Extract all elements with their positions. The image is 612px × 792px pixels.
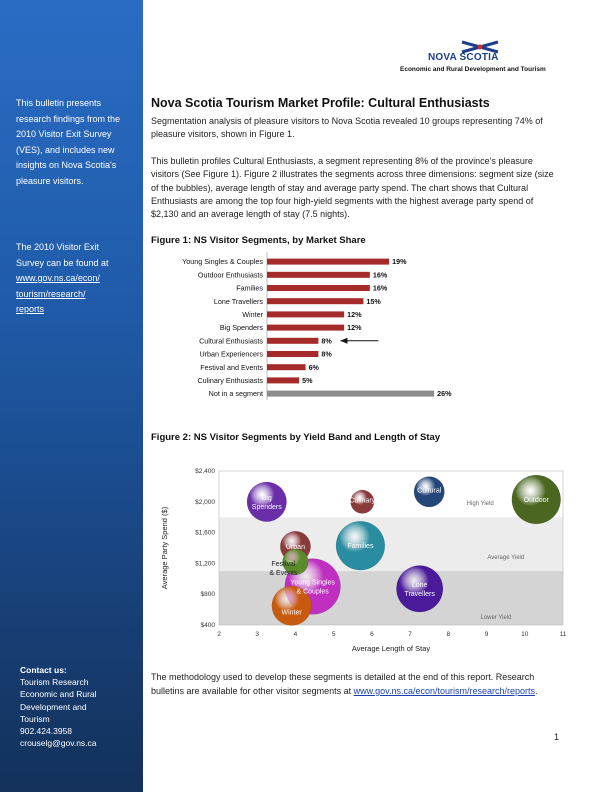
arrow-head-icon (340, 338, 347, 344)
bar (267, 377, 299, 383)
bubble-label: Travellers (404, 590, 435, 598)
contact-line: Development and (20, 701, 87, 712)
bubble-label: & Events (269, 569, 298, 577)
paragraph-profile: This bulletin profiles Cultural Enthusiasts, a segment representing 8% of the province's pleasure visitors (See Figure 1). Figure 2 illustrates the segments across three dimensions: segment size (size of the bubbles), average length of stay and average party spend. The chart shows that Cultural Enthusiasts are among the top four high-yield segments with the highest average party spend of $2,130 and an average length of stay (7.5 nights). (151, 155, 554, 220)
category-label: Young Singles & Couples (182, 257, 263, 267)
bubble-label: Urban (285, 543, 305, 551)
contact-heading: Contact us: (20, 665, 67, 675)
x-tick-label: 6 (370, 631, 374, 638)
category-label: Families (236, 283, 263, 293)
logo-department: Economic and Rural Development and Tourism (400, 66, 546, 73)
y-tick-label: $400 (200, 622, 215, 629)
y-tick-label: $1,600 (195, 529, 215, 537)
figure-2-title: Figure 2: NS Visitor Segments by Yield Band and Length of Stay (151, 432, 441, 443)
bar (267, 351, 318, 357)
bubble-label: Lone (411, 581, 428, 589)
data-label: 8% (321, 336, 332, 346)
category-label: Outdoor Enthusiasts (197, 270, 263, 280)
bubble-label: Culinary (349, 497, 376, 505)
band-label: Lower Yield (480, 614, 512, 621)
bar (267, 298, 363, 304)
bubble-label: Young Singles (290, 579, 335, 587)
data-label: 16% (372, 270, 388, 280)
category-label: Winter (242, 310, 263, 319)
contact-block (20, 664, 132, 749)
y-axis-label: Average Party Spend ($) (160, 506, 169, 590)
category-label: Culinary Enthusiasts (197, 376, 263, 385)
x-axis-label: Average Length of Stay (351, 644, 431, 653)
contact-line: Tourism (20, 713, 50, 724)
bar (267, 285, 370, 291)
bubble-label: Winter (281, 609, 302, 617)
contact-line: Tourism Research (20, 677, 89, 688)
data-label: 26% (437, 389, 452, 399)
x-tick-label: 7 (408, 631, 412, 638)
bubble-label: Spenders (251, 503, 282, 511)
bubble-label: Families (347, 543, 374, 551)
category-label: Big Spenders (219, 323, 263, 333)
contact-line: Economic and Rural (20, 689, 97, 700)
paragraph-intro: Segmentation analysis of pleasure visitors to Nova Scotia revealed 10 groups representing 74% of pleasure visitors, shown in Figure 1. (151, 116, 543, 140)
contact-email: crouselg@gov.ns.ca (20, 738, 97, 749)
sidebar-ves-note (16, 240, 128, 318)
sidebar (0, 0, 143, 792)
bubble-label: Cultural (417, 487, 442, 495)
category-label: Cultural Enthusiasts (199, 336, 263, 346)
x-tick-label: 3 (255, 631, 260, 638)
bar (267, 325, 344, 331)
x-tick-label: 11 (559, 631, 567, 638)
yield-bubble-chart (151, 455, 571, 665)
market-share-bar-chart (151, 250, 481, 410)
data-label: 5% (302, 376, 313, 385)
methodology-note (151, 670, 557, 698)
ves-text: The 2010 Visitor Exit Survey can be found at (16, 242, 109, 268)
x-tick-label: 4 (293, 631, 298, 638)
logo-brand: NOVA SCOTIA (428, 52, 499, 63)
category-label: Urban Experiencers (199, 349, 263, 359)
bubble-label: Festival (271, 560, 296, 568)
category-label: Festival and Events (200, 362, 263, 372)
page-title: Nova Scotia Tourism Market Profile: Cultural Enthusiasts (151, 96, 490, 110)
y-tick-label: $1,200 (195, 560, 215, 568)
data-label: 15% (366, 296, 381, 306)
methodology-end: . (535, 686, 538, 696)
x-tick-label: 9 (484, 631, 489, 638)
main-content (151, 96, 557, 222)
x-tick-label: 2 (217, 631, 221, 638)
page-number: 1 (554, 732, 560, 742)
x-tick-label: 5 (331, 631, 336, 638)
bar (267, 311, 344, 317)
ves-link-3[interactable]: reports (16, 304, 45, 314)
bar (267, 259, 389, 265)
sidebar-intro: This bulletin presents research findings from the 2010 Visitor Exit Survey (VES), and includes new insights on Nova Scotia's pleasure visitors. (16, 98, 121, 186)
research-link[interactable]: www.gov.ns.ca/econ/tourism/research/reports (353, 686, 536, 696)
x-tick-label: 10 (521, 631, 529, 638)
bar (267, 364, 306, 370)
bar (267, 338, 318, 344)
bubble-label: Outdoor (523, 496, 549, 504)
data-label: 19% (392, 257, 407, 267)
band-label: Average Yield (487, 554, 525, 561)
y-tick-label: $2,400 (195, 468, 215, 475)
bubble-label: & Couples (296, 588, 329, 596)
data-label: 8% (321, 349, 332, 359)
bubble-label: Big (261, 494, 272, 502)
ves-link-1[interactable]: www.gov.ns.ca/econ/ (16, 273, 100, 283)
bar (267, 391, 434, 397)
contact-phone: 902.424.3958 (20, 726, 72, 737)
methodology-text: The methodology used to develop these segments is detailed at the end of this report. Research bulletins are available for other visitor segments at (151, 672, 535, 696)
data-label: 12% (347, 323, 362, 333)
figure-1-title: Figure 1: NS Visitor Segments, by Market Share (151, 235, 366, 246)
data-label: 16% (372, 283, 388, 293)
ves-link-2[interactable]: tourism/research/ (16, 288, 86, 299)
y-tick-label: $800 (200, 591, 215, 599)
data-label: 12% (347, 310, 362, 319)
y-tick-label: $2,000 (195, 498, 215, 506)
category-label: Not in a segment (208, 389, 263, 399)
x-tick-label: 8 (446, 631, 451, 638)
category-label: Lone Travellers (213, 296, 263, 306)
band-label: High Yield (466, 500, 494, 507)
nova-scotia-logo (400, 40, 560, 80)
data-label: 6% (308, 362, 319, 372)
bar (267, 272, 370, 278)
